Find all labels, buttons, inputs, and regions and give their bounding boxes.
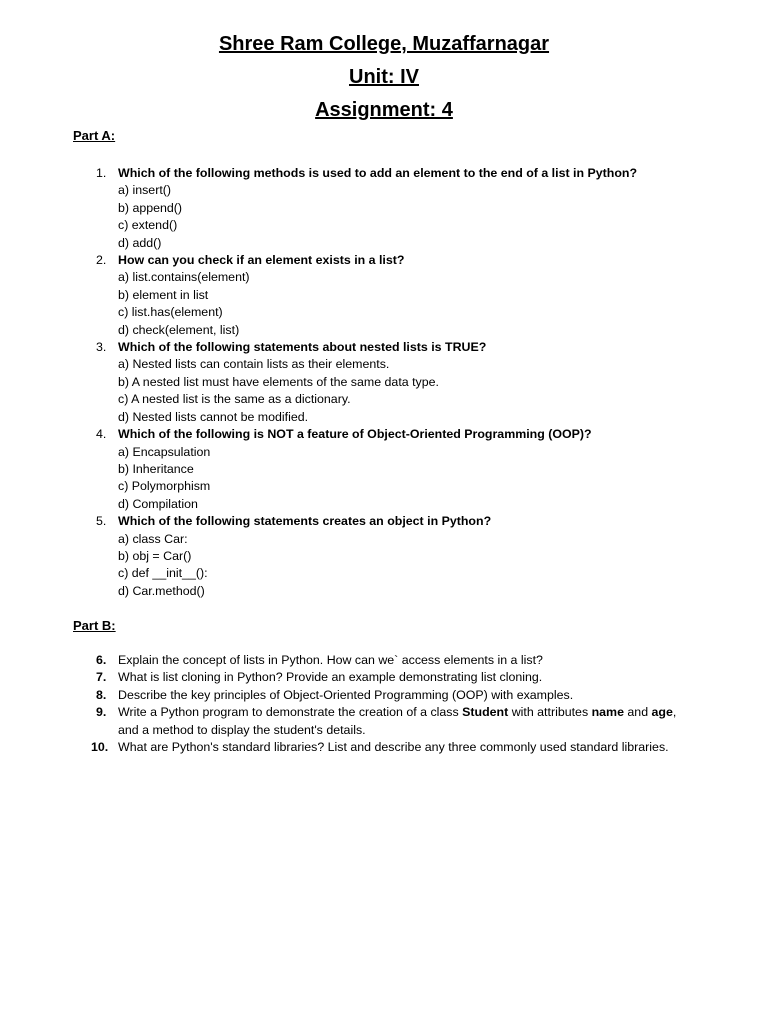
question-text: What is list cloning in Python? Provide an example demonstrating list cloning. [118, 670, 543, 685]
question-number: 10. [91, 740, 109, 755]
question-number: 9. [96, 705, 107, 720]
option-b: b) append() [118, 200, 183, 215]
option-c: c) extend() [118, 218, 178, 233]
question-stem: Which of the following statements creates an object in Python? [118, 514, 492, 529]
question-text: Describe the key principles of Object-Oriented Programming (OOP) with examples. [118, 687, 574, 702]
question-stem: Which of the following is NOT a feature of Object-Oriented Programming (OOP)? [118, 427, 592, 442]
option-c: c) A nested list is the same as a dictionary. [118, 392, 351, 407]
option-b: b) obj = Car() [118, 548, 192, 563]
option-a: a) class Car: [118, 531, 188, 546]
question-text-part: with attributes [508, 705, 592, 720]
question-text-part: and [623, 705, 652, 720]
attribute-name: name [591, 705, 624, 720]
question-number: 4. [96, 427, 107, 442]
part-a-question-list [0, 165, 768, 600]
question-7 [0, 669, 768, 686]
option-c: c) Polymorphism [118, 479, 211, 494]
part-b-question-list [0, 652, 768, 756]
option-b: b) Inheritance [118, 461, 194, 476]
question-5 [0, 513, 768, 600]
question-number: 3. [96, 340, 107, 355]
question-stem: How can you check if an element exists in a list? [118, 253, 405, 268]
option-a: a) Encapsulation [118, 444, 211, 459]
option-d: d) Compilation [118, 496, 198, 511]
question-stem: Which of the following statements about nested lists is TRUE? [118, 340, 487, 355]
attribute-age: age [651, 705, 673, 720]
class-name: Student [462, 705, 509, 720]
question-text: Explain the concept of lists in Python. How can we` access elements in a list? [118, 653, 543, 667]
unit-title: Unit: IV [349, 66, 419, 88]
option-a: a) insert() [118, 183, 172, 198]
question-3 [0, 339, 768, 426]
option-d: d) Nested lists cannot be modified. [118, 409, 309, 424]
question-text: What are Python's standard libraries? List and describe any three commonly used standard libraries. [118, 740, 669, 755]
option-c: c) def __init__(): [118, 566, 208, 581]
option-a: a) Nested lists can contain lists as their elements. [118, 357, 390, 372]
option-a: a) list.contains(element) [118, 270, 250, 285]
question-8 [0, 687, 768, 704]
question-number: 7. [96, 670, 107, 685]
question-number: 2. [96, 253, 107, 268]
question-text-part: Write a Python program to demonstrate the creation of a class [118, 705, 463, 720]
question-number: 5. [96, 514, 107, 529]
question-10 [0, 739, 768, 756]
question-number: 1. [96, 166, 107, 180]
option-c: c) list.has(element) [118, 305, 223, 320]
question-number: 8. [96, 687, 107, 702]
option-d: d) add() [118, 235, 162, 250]
question-number: 6. [96, 653, 107, 667]
option-d: d) Car.method() [118, 583, 205, 598]
question-1 [0, 165, 768, 252]
question-text-part: , and a method to display the student's details. [118, 705, 677, 737]
question-4 [0, 426, 768, 513]
question-9 [0, 704, 768, 739]
option-b: b) A nested list must have elements of the same data type. [118, 374, 439, 389]
option-b: b) element in list [118, 287, 209, 302]
question-stem: Which of the following methods is used to add an element to the end of a list in Python? [118, 166, 638, 180]
question-6 [0, 652, 768, 669]
question-2 [0, 252, 768, 339]
question-text [118, 704, 678, 739]
college-title: Shree Ram College, Muzaffarnagar [218, 33, 550, 55]
option-d: d) check(element, list) [118, 322, 240, 337]
part-b-heading: Part B: [73, 618, 116, 633]
part-a-heading: Part A: [73, 128, 116, 143]
assignment-title: Assignment: 4 [315, 99, 453, 121]
